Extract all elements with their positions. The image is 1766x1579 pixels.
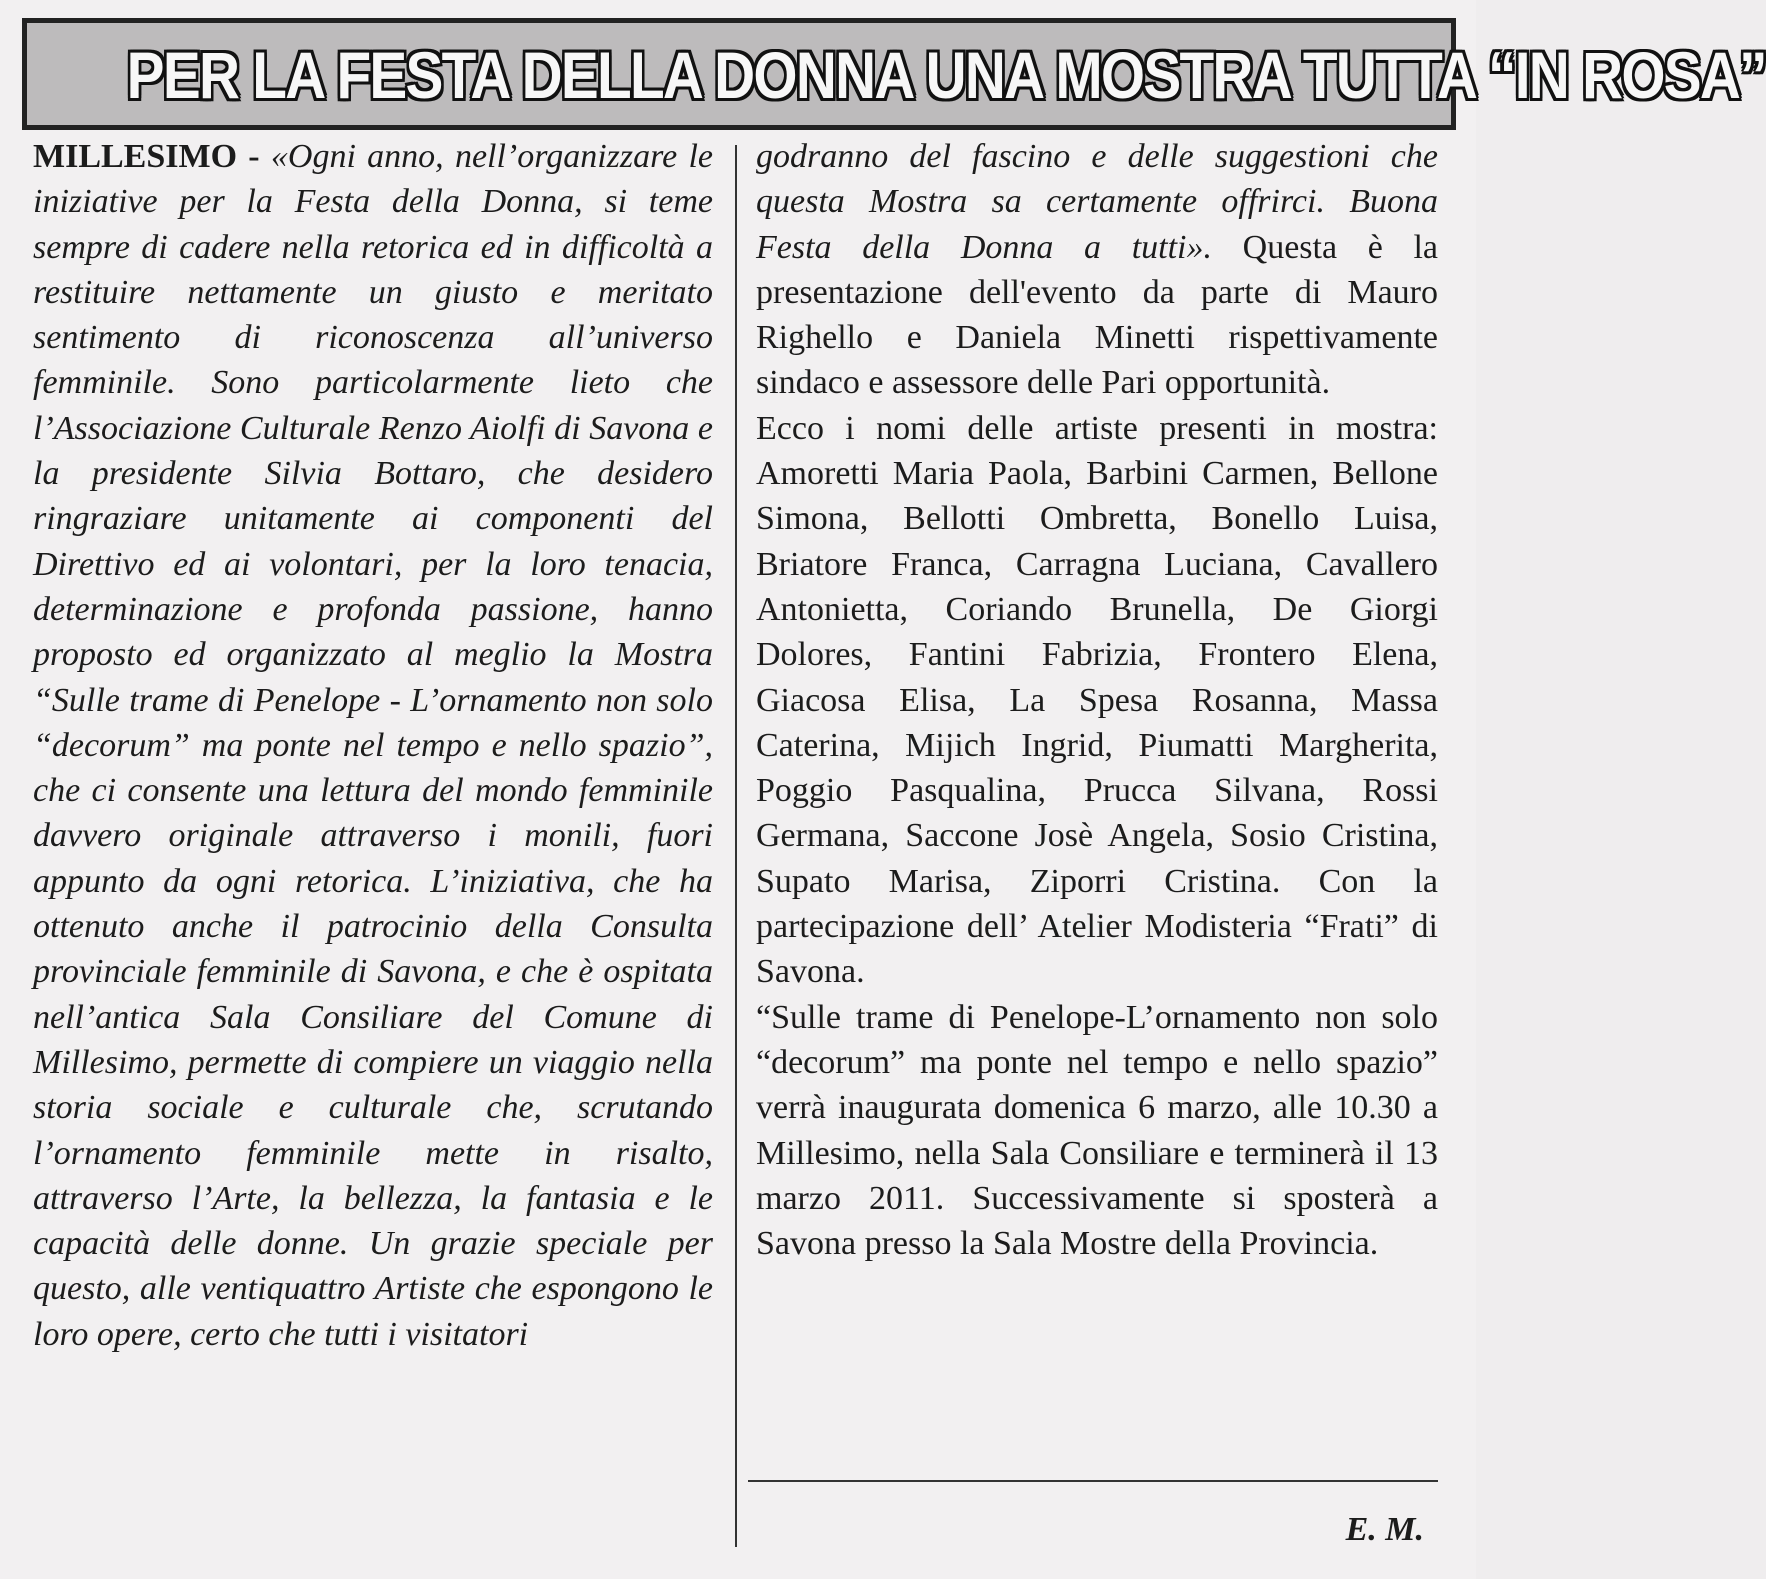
signature-rule [748,1480,1438,1482]
artists-paragraph: Ecco i nomi delle artiste presenti in mostra: Amoretti Maria Paola, Barbini Carmen, Bellone Simona, Bellotti Ombretta, Bonello Luisa, Briatore Franca, Carragna Luciana, Cavallero Antonietta, Coriando Brunella, De Giorgi Dolores, Fantini Fabrizia, Frontero Elena, Giacosa Elisa, La Spesa Rosanna, Massa Caterina, Mijich Ingrid, Piumatti Margherita, Poggio Pasqualina, Prucca Silvana, Rossi Germana, Saccone Josè Angela, Sosio Cristina, Supato Marisa, Ziporri Cristina. Con la partecipazione dell’ Atelier Modisteria “Frati” di Savona. [756,409,1438,991]
presentation-text: Questa è la presentazione dell'evento da parte di Mauro Righello e Daniela Minetti rispettivamente sindaco e assessore delle Pari opportunità. [756,228,1438,402]
headline: PER LA FESTA DELLA DONNA UNA MOSTRA TUTTA “IN ROSA” [126,38,1766,112]
quote-text: «Ogni anno, nell’organizzare le iniziative per la Festa della Donna, si teme sempre di cadere nella retorica ed in difficoltà a restituire nettamente un giusto e meritato sentimento di riconoscenza all’universo femminile. Sono particolarmente lieto che l’Associazione Culturale Renzo Aiolfi di Savona e la presidente Silvia Bottaro, che desidero ringraziare unitamente ai componenti del Direttivo ed ai volontari, per la loro tenacia, determinazione e profonda passione, hanno proposto ed organizzato al meglio la Mostra “Sulle trame di Penelope - L’ornamento non solo “decorum” ma ponte nel tempo e nello spazio”, che ci consente una lettura del mondo femminile davvero originale attraverso i monili, fuori appunto da ogni retorica. L’iniziativa, che ha ottenuto anche il patrocinio della Consulta provinciale femminile di Savona, e che è ospitata nell’antica Sala Consiliare del Comune di Millesimo, permette di compiere un viaggio nella storia sociale e culturale che, scrutando l’ornamento femminile mette in risalto, attraverso l’Arte, la bellezza, la fantasia e le capacità delle donne. Un grazie speciale per questo, alle ventiquattro Artiste che espongono le loro opere, certo che tutti i visitatori [33,138,713,1353]
column-divider [735,145,737,1547]
event-paragraph: “Sulle trame di Penelope-L’ornamento non solo “decorum” ma ponte nel tempo e nello spazio” verrà inaugurata domenica 6 marzo, alle 10.30 a Millesimo, nella Sala Consiliare e terminerà il 13 marzo 2011. Successivamente si sposterà a Savona presso la Sala Mostre della Provincia. [756,998,1438,1263]
dateline: MILLESIMO - [33,138,260,175]
author-signature: E. M. [1345,1511,1424,1548]
left-column [33,134,713,1357]
right-column [756,134,1438,1266]
quote-continuation: godranno del fascino e delle suggestioni che questa Mostra sa certamente offrirci. Buona Festa della Donna a tutti». [756,138,1438,266]
left-paragraph [33,134,713,1357]
headline-banner [22,18,1766,130]
right-paragraph-intro [756,134,1438,406]
